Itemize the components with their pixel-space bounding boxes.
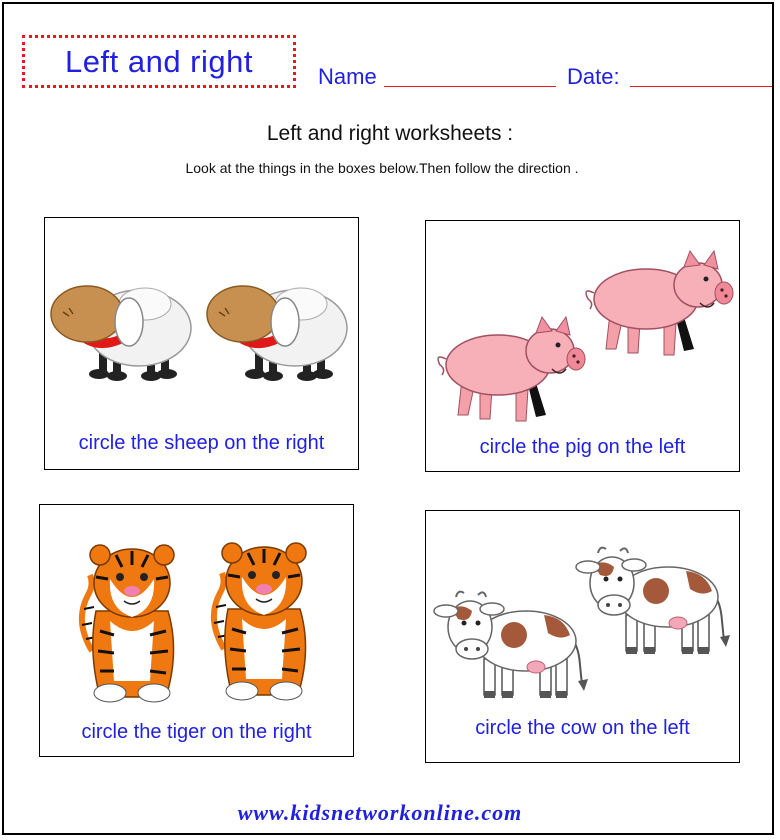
date-line[interactable] [630,86,772,87]
date-label: Date: [567,64,620,89]
name-label: Name [318,64,377,89]
page-title: Left and right [65,43,253,79]
title-box [22,35,296,88]
tiger-card [39,504,354,757]
footer-website[interactable]: www.kidsnetworkonline.com [237,800,523,825]
name-line[interactable] [384,86,556,87]
instructions-text: Look at the things in the boxes below.Then follow the direction . [185,160,579,176]
sheep-caption: circle the sheep on the right [78,432,325,454]
tiger-caption: circle the tiger on the right [81,721,312,743]
worksheet-heading: Left and right worksheets : [266,122,514,145]
cow-card [425,510,740,763]
cow-caption: circle the cow on the left [475,717,690,739]
pig-card [425,220,740,472]
sheep-card [44,217,359,470]
pig-caption: circle the pig on the left [479,436,686,458]
